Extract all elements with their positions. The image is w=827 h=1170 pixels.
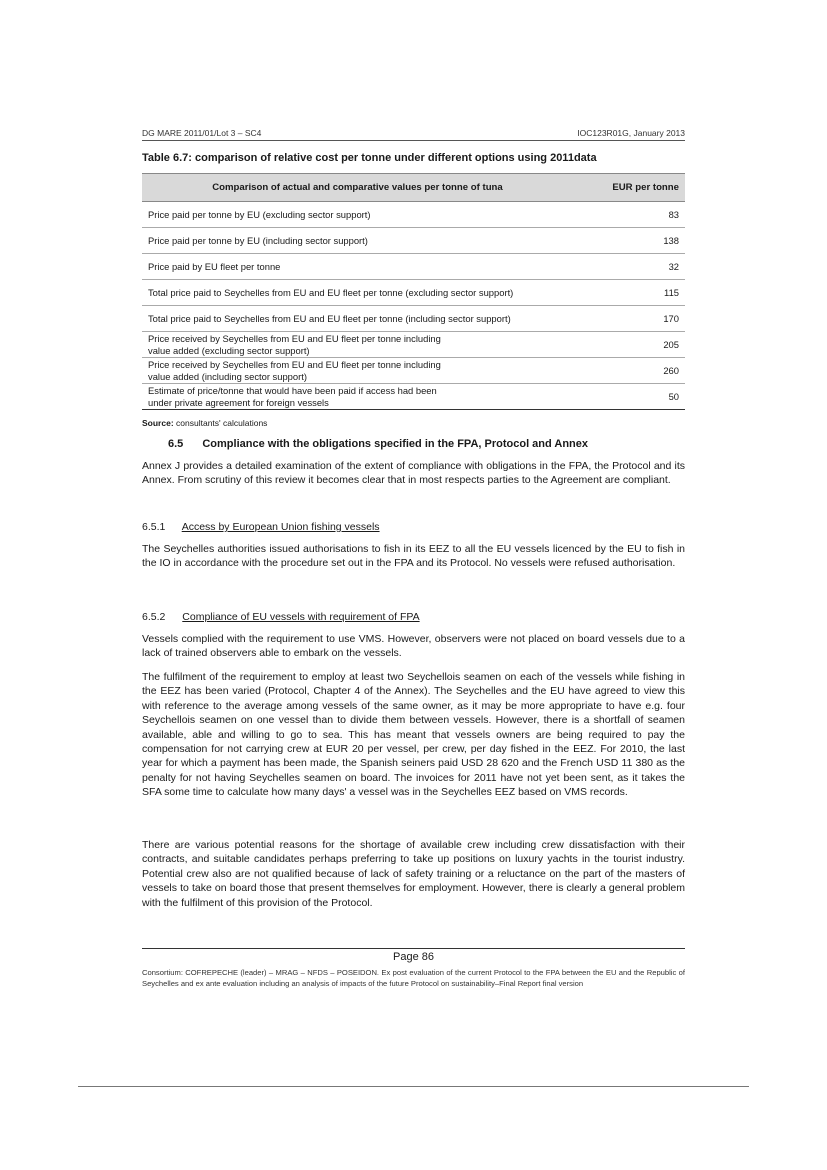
table-row xyxy=(142,254,685,280)
row-label: Price paid by EU fleet per tonne xyxy=(142,254,573,280)
running-header xyxy=(142,128,685,141)
section-6-5-1-heading xyxy=(142,521,380,533)
row-label: Price paid per tonne by EU (including sector support) xyxy=(142,228,573,254)
source-text: consultants' calculations xyxy=(176,418,268,428)
section-title: Compliance with the obligations specified in the FPA, Protocol and Annex xyxy=(202,438,589,450)
section-6-5-2-heading xyxy=(142,611,420,623)
source-label: Source: xyxy=(142,418,174,428)
footer-note: Consortium: COFREPECHE (leader) – MRAG – NFDS – POSEIDON. Ex post evaluation of the current Protocol to the FPA between the EU and the Republic of Seychelles and ex ante evaluation including an analysis of impacts of the future Protocol on sustainability–Final Report final version xyxy=(142,968,685,988)
row-label: Estimate of price/tonne that would have been paid if access had been under private agreement for foreign vessels xyxy=(142,384,573,410)
row-label: Price received by Seychelles from EU and EU fleet per tonne including value added (including sector support) xyxy=(142,358,573,384)
row-label: Total price paid to Seychelles from EU and EU fleet per tonne (including sector support) xyxy=(142,306,573,332)
header-left: DG MARE 2011/01/Lot 3 – SC4 xyxy=(142,128,262,138)
row-value: 32 xyxy=(573,254,685,280)
section-6-5-2-paragraph-1: Vessels complied with the requirement to use VMS. However, observers were not placed on board vessels due to a lack of trained observers able to embark on the vessels. xyxy=(142,633,685,660)
header-right: IOC123R01G, January 2013 xyxy=(577,128,685,138)
cost-table xyxy=(142,173,685,410)
table-row xyxy=(142,280,685,306)
section-title: Access by European Union fishing vessels xyxy=(181,521,380,533)
table-header-row xyxy=(142,174,685,202)
row-value: 205 xyxy=(573,332,685,358)
table-col-comparison: Comparison of actual and comparative values per tonne of tuna xyxy=(142,174,573,202)
row-value: 115 xyxy=(573,280,685,306)
section-6-5-paragraph: Annex J provides a detailed examination of the extent of compliance with obligations in the FPA, the Protocol and its Annex. From scrutiny of this review it becomes clear that in most respects parties to the Agreement are compliant. xyxy=(142,460,685,487)
section-number: 6.5.1 xyxy=(142,521,166,533)
table-row xyxy=(142,228,685,254)
section-number: 6.5 xyxy=(168,438,184,450)
footer-divider xyxy=(142,948,685,949)
section-6-5-1-paragraph: The Seychelles authorities issued authorisations to fish in its EEZ to all the EU vessels licenced by the EU to fish in the IO in accordance with the procedure set out in the FPA and its Protocol. No vessels were refused authorisation. xyxy=(142,543,685,570)
row-value: 83 xyxy=(573,202,685,228)
section-6-5-heading xyxy=(168,438,588,450)
row-value: 170 xyxy=(573,306,685,332)
section-title: Compliance of EU vessels with requirement of FPA xyxy=(182,611,420,623)
table-row xyxy=(142,384,685,410)
table-row xyxy=(142,306,685,332)
table-title: Table 6.7: comparison of relative cost per tonne under different options using 2011data xyxy=(142,152,597,164)
section-6-5-2-paragraph-2: The fulfilment of the requirement to employ at least two Seychellois seamen on each of the vessels while fishing in the EEZ has been varied (Protocol, Chapter 4 of the Annex). The Seychelles and the EU have agreed to view this with reference to the average among vessels of the same owner, as it may be more appropriate to have e.g. four Seychellois seamen on one vessel than to divide them between vessels. However, there is a shortfall of seamen available, able and willing to go to sea. This has meant that vessels owners are being required to pay the compensation for not carrying crew at EUR 20 per vessel, per crew, per day fished in the EEZ. For 2010, the last year for which a payment has been made, the Spanish seiners paid USD 28 620 and the French USD 11 380 as the penalty for not having Seychelles seamen on board. The invoices for 2011 have not yet been sent, as it takes the SFA some time to calculate how many days' a vessel was in the Seychelles EEZ based on VMS records. xyxy=(142,671,685,799)
table-source xyxy=(142,418,267,428)
table-row xyxy=(142,202,685,228)
table-col-eur: EUR per tonne xyxy=(573,174,685,202)
page-bottom-divider xyxy=(78,1086,749,1087)
page-number: Page 86 xyxy=(393,951,434,963)
row-value: 50 xyxy=(573,384,685,410)
table-row xyxy=(142,358,685,384)
section-6-5-2-paragraph-3: There are various potential reasons for the shortage of available crew including crew dissatisfaction with their contracts, and suitable candidates perhaps preferring to take up positions on luxury yachts in the tourist industry. Potential crew also are not qualified because of lack of safety training or a reluctance on the part of the masters of vessels to take on board those that present themselves for employment. However, there is clearly a general problem with the fulfilment of this provision of the Protocol. xyxy=(142,839,685,909)
row-label: Price paid per tonne by EU (excluding sector support) xyxy=(142,202,573,228)
row-label: Price received by Seychelles from EU and EU fleet per tonne including value added (excluding sector support) xyxy=(142,332,573,358)
row-label: Total price paid to Seychelles from EU and EU fleet per tonne (excluding sector support) xyxy=(142,280,573,306)
table-row xyxy=(142,332,685,358)
row-value: 260 xyxy=(573,358,685,384)
section-number: 6.5.2 xyxy=(142,611,166,623)
row-value: 138 xyxy=(573,228,685,254)
